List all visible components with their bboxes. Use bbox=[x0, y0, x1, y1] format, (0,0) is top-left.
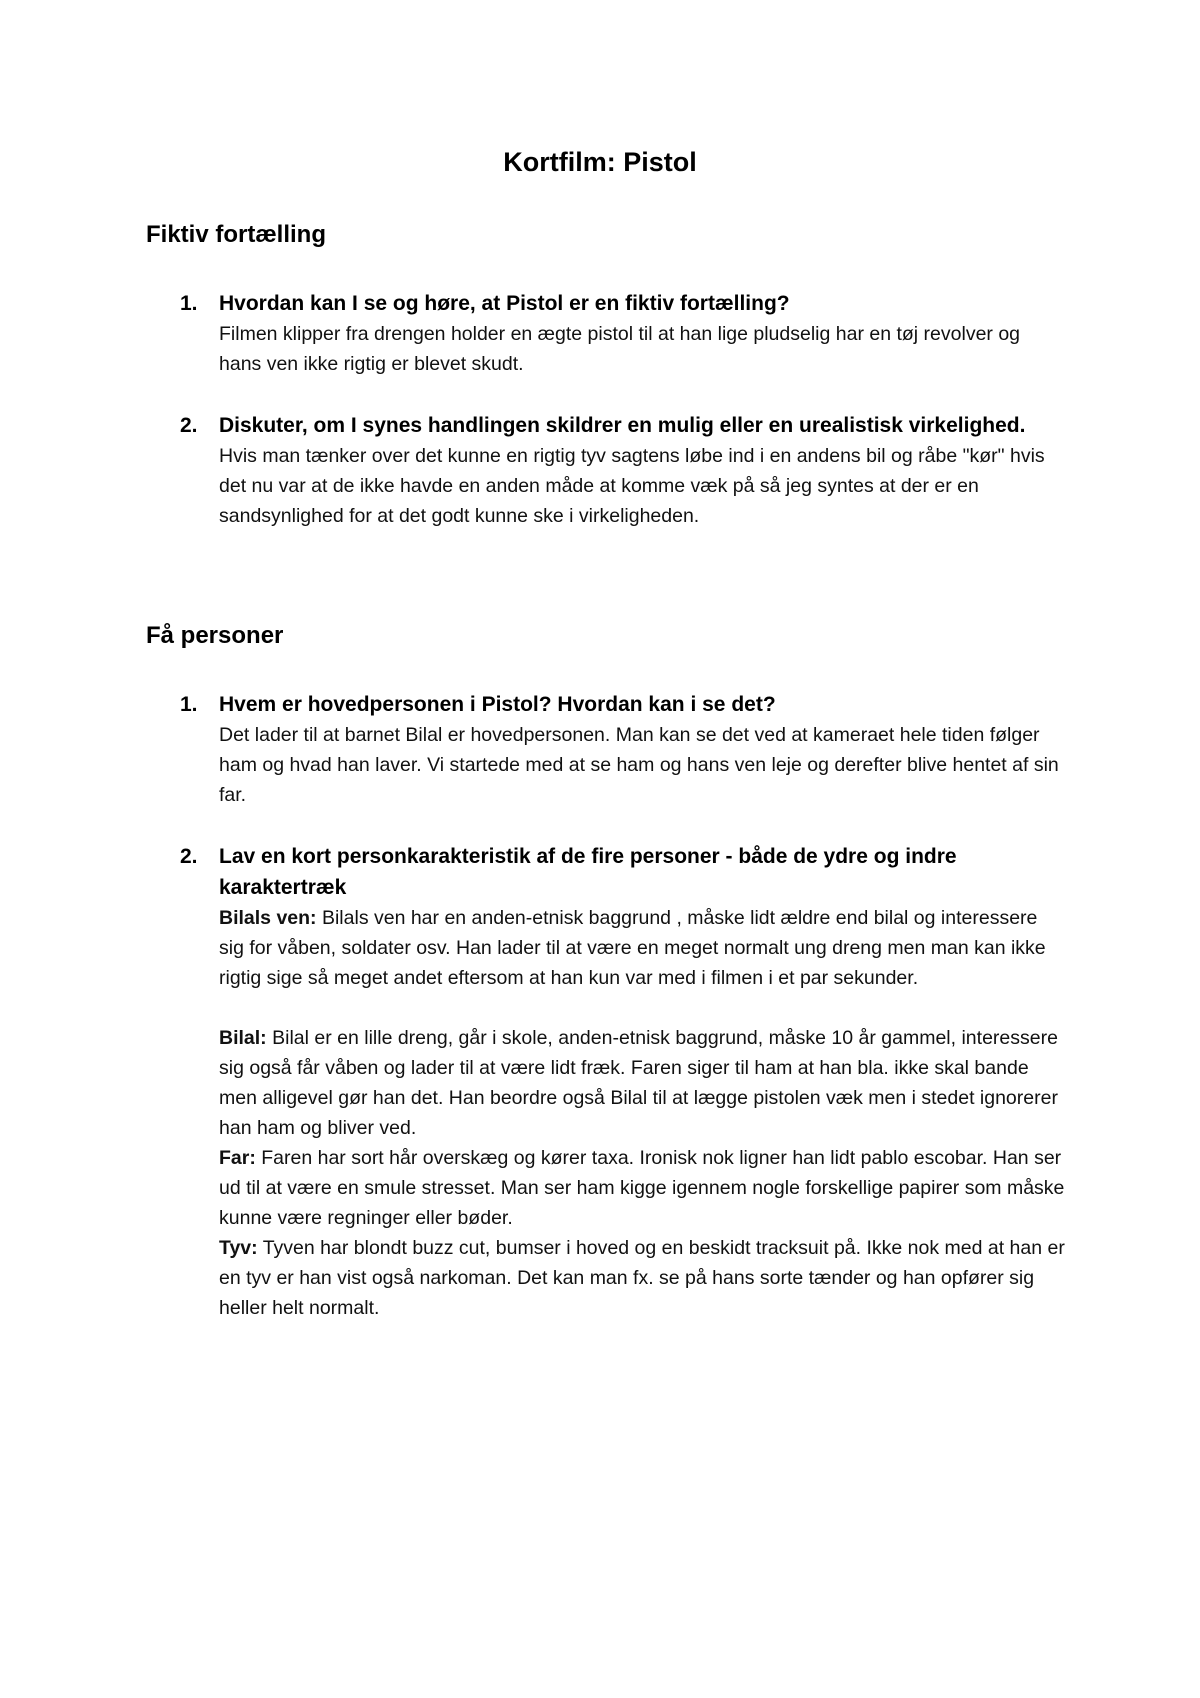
character-label: Far: bbox=[219, 1147, 256, 1169]
list-item bbox=[146, 410, 1066, 531]
question-text: Hvem er hovedpersonen i Pistol? Hvordan kan i se det? bbox=[219, 693, 776, 716]
character-far bbox=[219, 1143, 1066, 1233]
question-list bbox=[146, 689, 1066, 1323]
character-bilals-ven bbox=[219, 903, 1066, 993]
question-list bbox=[146, 288, 1066, 531]
question-text: Lav en kort personkarakteristik af de fire personer - både de ydre og indre karaktertræk bbox=[219, 845, 957, 899]
section-heading: Få personer bbox=[146, 622, 284, 649]
item-number: 1. bbox=[180, 292, 198, 315]
character-description: Bilal er en lille dreng, går i skole, anden-etnisk baggrund, måske 10 år gammel, interessere sig også får våben og lader til at være lidt fræk. Faren siger til ham at han bla. ikke skal bande men alligevel gør han det. Han beordre også Bilal til at lægge pistolen væk men i stedet ignorerer han ham og bliver ved. bbox=[219, 1027, 1058, 1139]
character-description: Tyven har blondt buzz cut, bumser i hoved og en beskidt tracksuit på. Ikke nok med at han er en tyv er han vist også narkoman. Det kan man fx. se på hans sorte tænder og han opfører sig heller helt normalt. bbox=[219, 1237, 1065, 1319]
item-number: 1. bbox=[180, 693, 198, 716]
answer-text: Filmen klipper fra drengen holder en ægte pistol til at han lige pludselig har en tøj revolver og hans ven ikke rigtig er blevet skudt. bbox=[219, 323, 1021, 375]
section-faa-personer bbox=[146, 621, 1066, 1323]
item-number: 2. bbox=[180, 845, 198, 868]
list-item bbox=[146, 288, 1066, 379]
item-number: 2. bbox=[180, 414, 198, 437]
character-description: Bilals ven har en anden-etnisk baggrund , måske lidt ældre end bilal og interessere sig for våben, soldater osv. Han lader til at være en meget normalt ung dreng men man kan ikke rigtig sige så meget andet eftersom at han kun var med i filmen i et par sekunder. bbox=[219, 907, 1046, 989]
character-description: Faren har sort hår overskæg og kører taxa. Ironisk nok ligner han lidt pablo escobar. Han ser ud til at være en smule stresset. Man ser ham kigge igennem nogle forskellige papirer som måske kunne være regninger eller bøder. bbox=[219, 1147, 1065, 1229]
section-heading: Fiktiv fortælling bbox=[146, 221, 326, 248]
character-label: Tyv: bbox=[219, 1237, 258, 1259]
character-bilal bbox=[219, 1023, 1066, 1143]
section-fiktiv-fortaelling bbox=[146, 220, 1066, 531]
answer-text: Det lader til at barnet Bilal er hovedpersonen. Man kan se det ved at kameraet hele tiden følger ham og hvad han laver. Vi startede med at se ham og hans ven leje og derefter blive hentet af sin far. bbox=[219, 724, 1059, 806]
character-tyv bbox=[219, 1233, 1066, 1323]
document-title: Kortfilm: Pistol bbox=[503, 147, 697, 177]
list-item bbox=[146, 689, 1066, 810]
character-label: Bilal: bbox=[219, 1027, 267, 1049]
question-text: Diskuter, om I synes handlingen skildrer en mulig eller en urealistisk virkelighed. bbox=[219, 414, 1026, 437]
list-item bbox=[146, 841, 1066, 1323]
question-text: Hvordan kan I se og høre, at Pistol er en fiktiv fortælling? bbox=[219, 292, 790, 315]
character-label: Bilals ven: bbox=[219, 907, 317, 929]
answer-text: Hvis man tænker over det kunne en rigtig tyv sagtens løbe ind i en andens bil og råbe "kør" hvis det nu var at de ikke havde en anden måde at komme væk på så jeg syntes at der er en sandsynlighed for at det godt kunne ske i virkeligheden. bbox=[219, 445, 1045, 527]
